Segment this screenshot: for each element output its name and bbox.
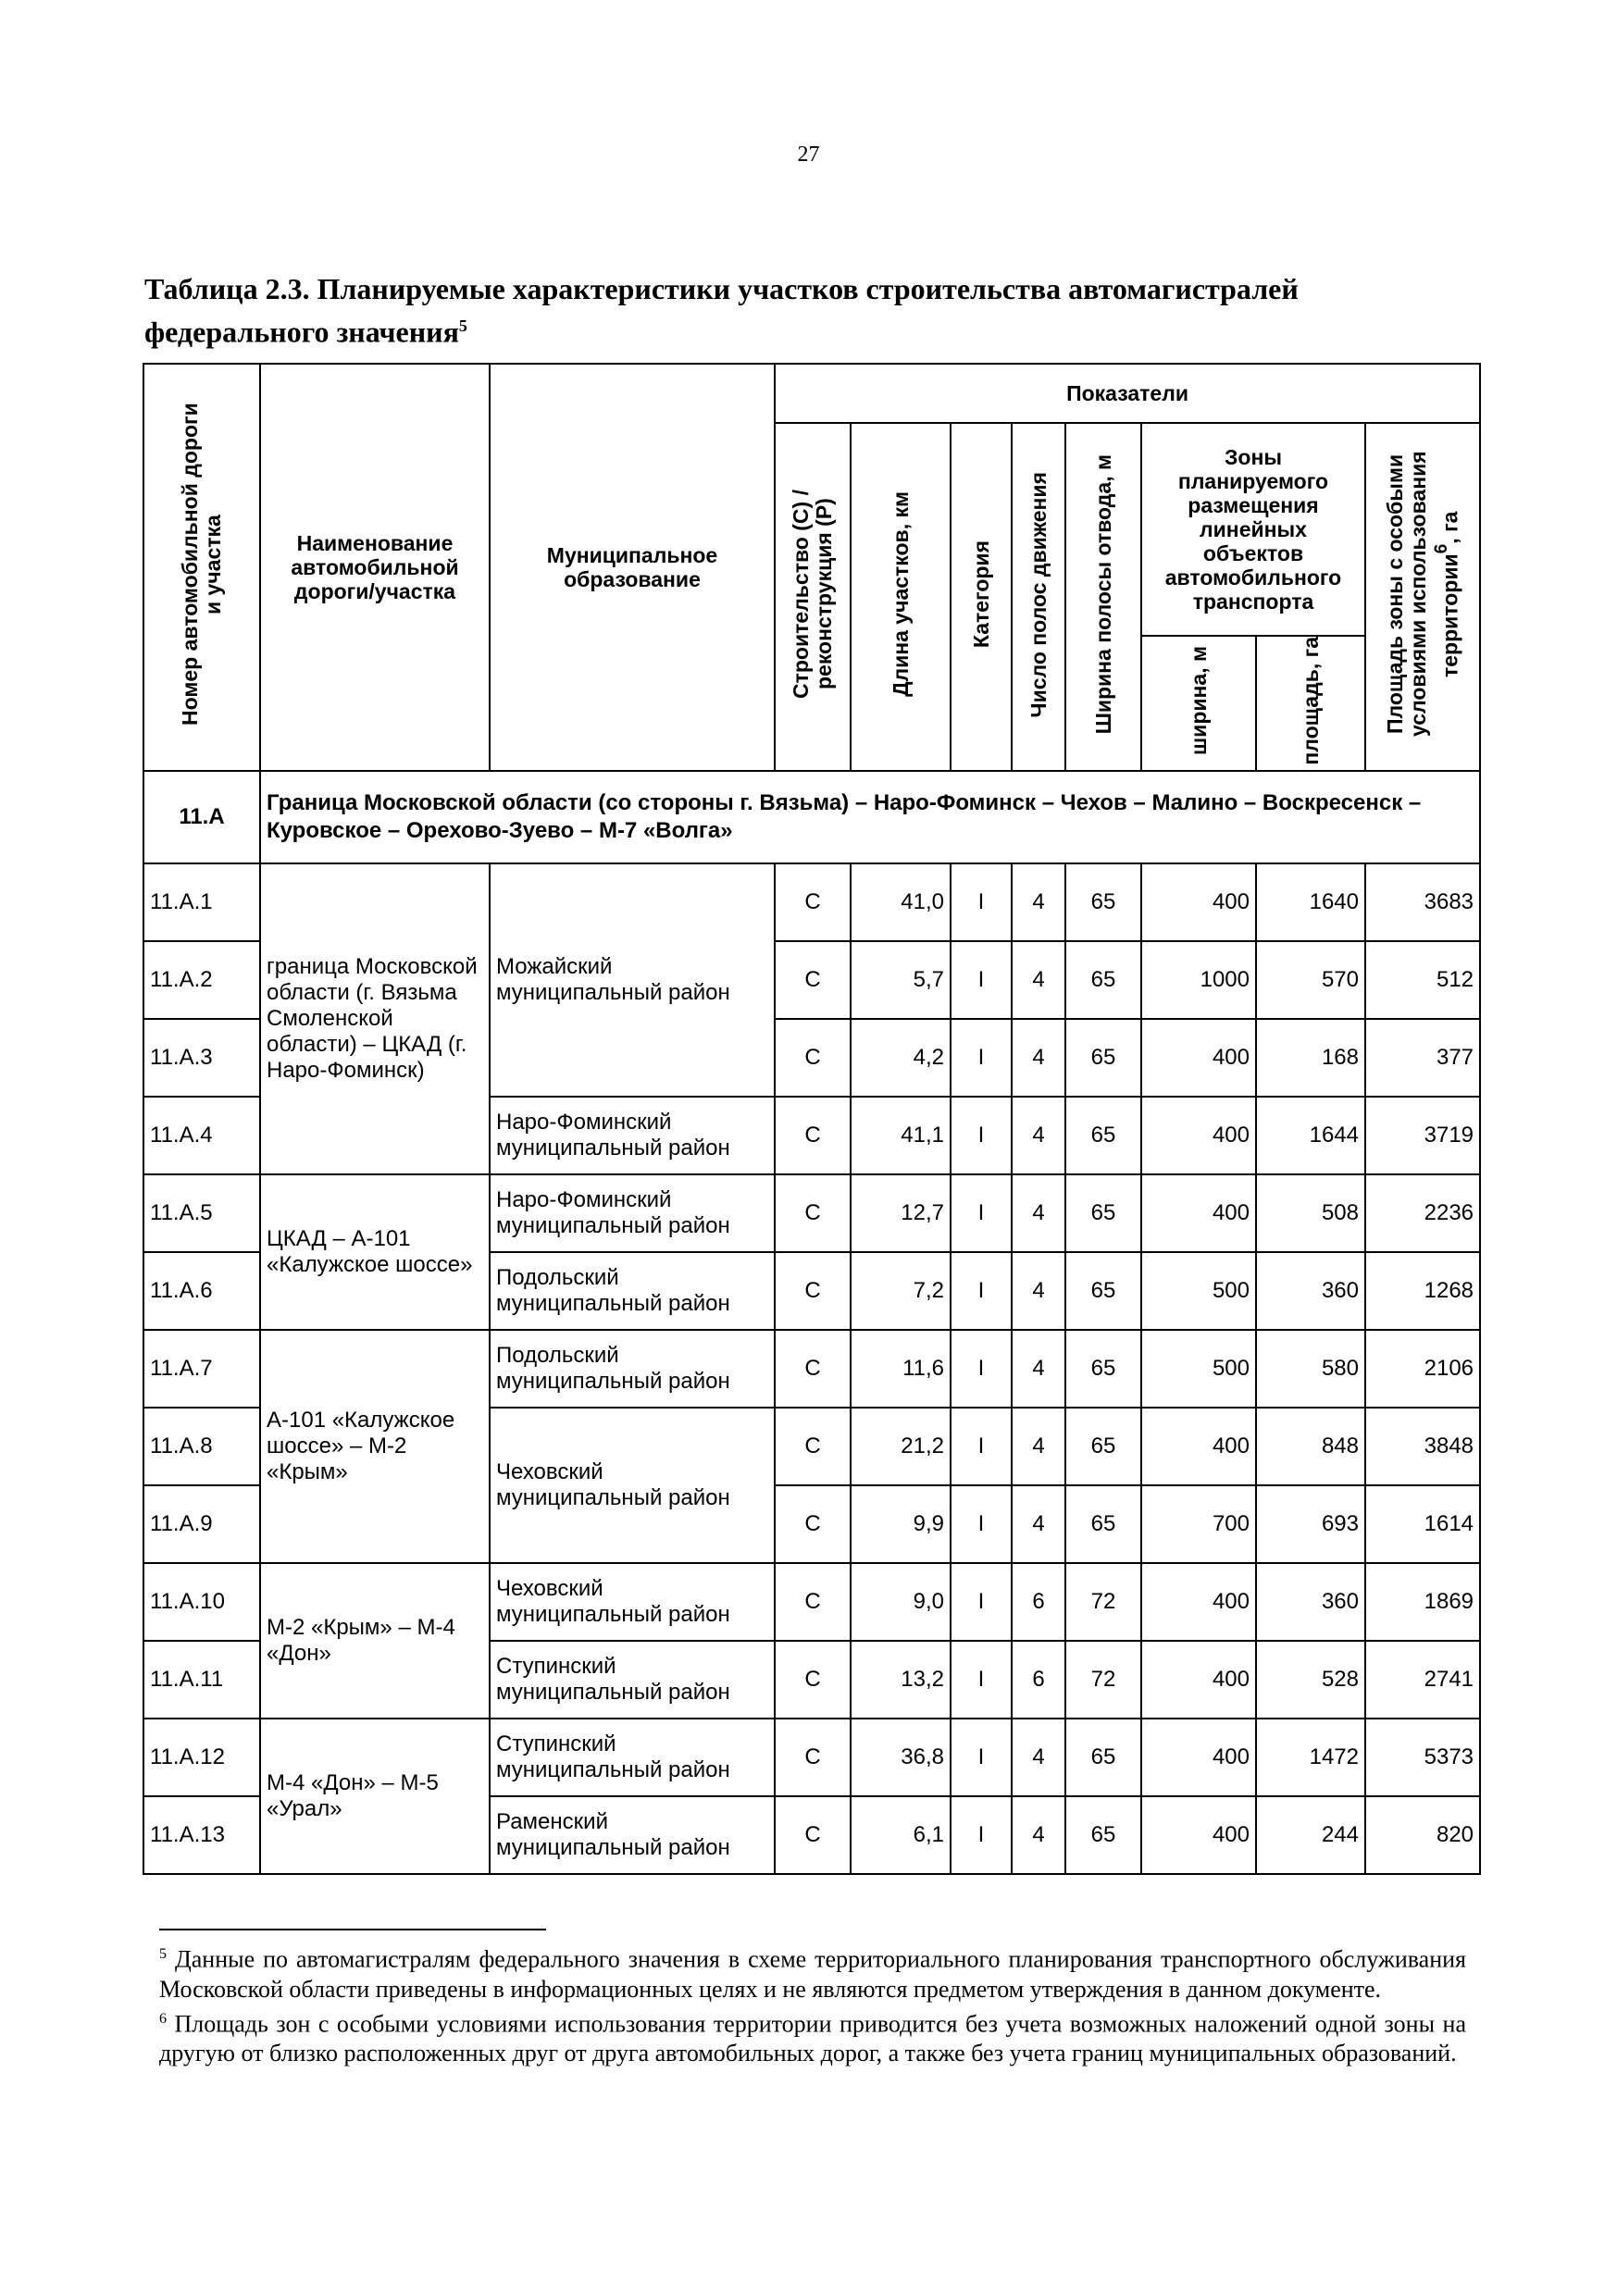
footnote-divider <box>159 1929 546 1930</box>
header-indicators: Показатели <box>775 364 1480 423</box>
cell-type: С <box>775 1408 851 1485</box>
cell-lanes: 4 <box>1012 1719 1065 1796</box>
cell-zone-width: 400 <box>1141 1408 1256 1485</box>
muni-name: Раменский муниципальный район <box>490 1796 775 1874</box>
road-name: А-101 «Калужское шоссе» – М-2 «Крым» <box>260 1330 490 1563</box>
cell-zone-width: 400 <box>1141 1796 1256 1874</box>
cell-zone-width: 700 <box>1141 1485 1256 1563</box>
cell-category: I <box>951 1174 1012 1252</box>
cell-type: С <box>775 1252 851 1330</box>
cell-length: 12,7 <box>851 1174 951 1252</box>
cell-zone-area: 570 <box>1256 941 1365 1019</box>
footnote-6: $^6$ Площадь зон с особыми условиями использования территории приводится без учета возможных наложений одной зоны на другую от близко расположенных друг от друга автомобильных дорог, а также без учета границ муниципальных образований. <box>159 2010 1466 2067</box>
table-row <box>143 1330 1480 1408</box>
header-row-width: Ширина полосы отвода, м <box>1065 423 1141 771</box>
cell-special-area: 2236 <box>1365 1174 1480 1252</box>
row-id: 11.А.4 <box>143 1097 260 1174</box>
cell-zone-area: 360 <box>1256 1563 1365 1641</box>
cell-row-width: 65 <box>1065 1097 1141 1174</box>
cell-category: I <box>951 1019 1012 1097</box>
cell-length: 5,7 <box>851 941 951 1019</box>
cell-zone-area: 848 <box>1256 1408 1365 1485</box>
table-row <box>143 1174 1480 1252</box>
cell-row-width: 65 <box>1065 941 1141 1019</box>
cell-category: I <box>951 1252 1012 1330</box>
row-id: 11.А.7 <box>143 1330 260 1408</box>
highway-characteristics-table <box>143 363 1481 1875</box>
cell-zone-width: 400 <box>1141 1097 1256 1174</box>
cell-type: С <box>775 863 851 941</box>
row-id: 11.А.1 <box>143 863 260 941</box>
cell-zone-width: 400 <box>1141 863 1256 941</box>
header-zones: Зоны планируемого размещения линейных объектов автомобильного транспорта <box>1141 423 1365 636</box>
cell-lanes: 4 <box>1012 1485 1065 1563</box>
cell-row-width: 65 <box>1065 863 1141 941</box>
cell-category: I <box>951 1330 1012 1408</box>
cell-zone-area: 168 <box>1256 1019 1365 1097</box>
cell-category: I <box>951 1563 1012 1641</box>
cell-special-area: 2106 <box>1365 1330 1480 1408</box>
cell-special-area: 377 <box>1365 1019 1480 1097</box>
row-id: 11.А.6 <box>143 1252 260 1330</box>
header-zone-area: площадь, га <box>1256 636 1365 771</box>
table-row <box>143 1719 1480 1796</box>
row-id: 11.А.5 <box>143 1174 260 1252</box>
cell-zone-area: 1472 <box>1256 1719 1365 1796</box>
cell-type: С <box>775 1485 851 1563</box>
cell-length: 6,1 <box>851 1796 951 1874</box>
cell-type: С <box>775 1330 851 1408</box>
cell-length: 11,6 <box>851 1330 951 1408</box>
cell-lanes: 4 <box>1012 941 1065 1019</box>
cell-type: С <box>775 1174 851 1252</box>
cell-category: I <box>951 863 1012 941</box>
road-name: М-4 «Дон» – М-5 «Урал» <box>260 1719 490 1874</box>
header-zone-width: ширина, м <box>1141 636 1256 771</box>
table-row <box>143 1563 1480 1641</box>
header-id: Номер автомобильной дороги и участка <box>143 364 260 771</box>
cell-special-area: 2741 <box>1365 1641 1480 1719</box>
cell-type: С <box>775 1097 851 1174</box>
cell-lanes: 4 <box>1012 863 1065 941</box>
cell-type: С <box>775 941 851 1019</box>
muni-name: Ступинский муниципальный район <box>490 1641 775 1719</box>
cell-special-area: 3848 <box>1365 1408 1480 1485</box>
cell-zone-area: 508 <box>1256 1174 1365 1252</box>
cell-special-area: 512 <box>1365 941 1480 1019</box>
cell-lanes: 4 <box>1012 1174 1065 1252</box>
cell-special-area: 820 <box>1365 1796 1480 1874</box>
cell-special-area: 3683 <box>1365 863 1480 941</box>
muni-name: Подольский муниципальный район <box>490 1330 775 1408</box>
row-id: 11.А.10 <box>143 1563 260 1641</box>
page-number: 27 <box>797 143 820 167</box>
road-name: М-2 «Крым» – М-4 «Дон» <box>260 1563 490 1719</box>
cell-zone-width: 400 <box>1141 1641 1256 1719</box>
cell-special-area: 1614 <box>1365 1485 1480 1563</box>
cell-zone-area: 528 <box>1256 1641 1365 1719</box>
cell-special-area: 1268 <box>1365 1252 1480 1330</box>
cell-lanes: 6 <box>1012 1563 1065 1641</box>
cell-zone-width: 400 <box>1141 1019 1256 1097</box>
cell-length: 41,0 <box>851 863 951 941</box>
cell-row-width: 65 <box>1065 1174 1141 1252</box>
caption-footnote-ref: 5 <box>458 316 467 335</box>
caption-text: Таблица 2.3. Планируемые характеристики участков строительства автомагистралей федерального значения <box>144 272 1299 349</box>
cell-length: 7,2 <box>851 1252 951 1330</box>
table-caption <box>144 270 1477 351</box>
cell-lanes: 4 <box>1012 1330 1065 1408</box>
cell-row-width: 65 <box>1065 1408 1141 1485</box>
table-row <box>143 863 1480 941</box>
cell-row-width: 65 <box>1065 1330 1141 1408</box>
cell-zone-area: 360 <box>1256 1252 1365 1330</box>
cell-category: I <box>951 1097 1012 1174</box>
cell-type: С <box>775 1719 851 1796</box>
cell-zone-width: 400 <box>1141 1563 1256 1641</box>
cell-category: I <box>951 1641 1012 1719</box>
row-id: 11.А.3 <box>143 1019 260 1097</box>
cell-zone-width: 400 <box>1141 1719 1256 1796</box>
row-id: 11.А.8 <box>143 1408 260 1485</box>
header-category: Категория <box>951 423 1012 771</box>
cell-row-width: 65 <box>1065 1485 1141 1563</box>
cell-lanes: 4 <box>1012 1796 1065 1874</box>
muni-name: Чеховский муниципальный район <box>490 1563 775 1641</box>
cell-zone-width: 500 <box>1141 1252 1256 1330</box>
cell-row-width: 72 <box>1065 1641 1141 1719</box>
muni-name: Ступинский муниципальный район <box>490 1719 775 1796</box>
cell-lanes: 4 <box>1012 1097 1065 1174</box>
muni-name: Чеховский муниципальный район <box>490 1408 775 1563</box>
header-special-area: Площадь зоны с особыми условиями использования территории$^6$, га <box>1365 423 1480 771</box>
cell-zone-width: 500 <box>1141 1330 1256 1408</box>
cell-zone-width: 1000 <box>1141 941 1256 1019</box>
muni-name: Наро-Фоминский муниципальный район <box>490 1174 775 1252</box>
cell-zone-area: 580 <box>1256 1330 1365 1408</box>
header-length: Длина участков, км <box>851 423 951 771</box>
cell-lanes: 4 <box>1012 1408 1065 1485</box>
cell-row-width: 65 <box>1065 1719 1141 1796</box>
cell-zone-area: 693 <box>1256 1485 1365 1563</box>
cell-lanes: 4 <box>1012 1019 1065 1097</box>
cell-type: С <box>775 1796 851 1874</box>
row-id: 11.А.2 <box>143 941 260 1019</box>
row-id: 11.А.11 <box>143 1641 260 1719</box>
row-id: 11.А.12 <box>143 1719 260 1796</box>
cell-type: С <box>775 1563 851 1641</box>
road-name: граница Московской области (г. Вязьма Смоленской области) – ЦКАД (г. Наро-Фоминск) <box>260 863 490 1174</box>
road-name: ЦКАД – А-101 «Калужское шоссе» <box>260 1174 490 1330</box>
cell-row-width: 72 <box>1065 1563 1141 1641</box>
cell-special-area: 1869 <box>1365 1563 1480 1641</box>
footnote-5: $^5$ Данные по автомагистралям федерального значения в схеме территориального планирования транспортного обслуживания Московской области приведены в информационных целях и не являются предметом утверждения в данном документе. <box>159 1945 1467 2003</box>
cell-row-width: 65 <box>1065 1019 1141 1097</box>
cell-lanes: 6 <box>1012 1641 1065 1719</box>
cell-length: 41,1 <box>851 1097 951 1174</box>
header-road: Наименование автомобильной дороги/участка <box>260 364 490 771</box>
cell-zone-area: 1640 <box>1256 863 1365 941</box>
header-lanes: Число полос движения <box>1012 423 1065 771</box>
section-id: 11.А <box>143 771 260 863</box>
cell-special-area: 3719 <box>1365 1097 1480 1174</box>
cell-category: I <box>951 1796 1012 1874</box>
cell-length: 9,0 <box>851 1563 951 1641</box>
row-id: 11.А.9 <box>143 1485 260 1563</box>
cell-length: 9,9 <box>851 1485 951 1563</box>
cell-length: 36,8 <box>851 1719 951 1796</box>
cell-lanes: 4 <box>1012 1252 1065 1330</box>
footnotes <box>159 1940 1466 2068</box>
cell-zone-area: 244 <box>1256 1796 1365 1874</box>
cell-category: I <box>951 1485 1012 1563</box>
header-muni: Муниципальное образование <box>490 364 775 771</box>
cell-category: I <box>951 1408 1012 1485</box>
cell-category: I <box>951 1719 1012 1796</box>
cell-zone-area: 1644 <box>1256 1097 1365 1174</box>
cell-special-area: 5373 <box>1365 1719 1480 1796</box>
muni-name: Наро-Фоминский муниципальный район <box>490 1097 775 1174</box>
cell-category: I <box>951 941 1012 1019</box>
cell-row-width: 65 <box>1065 1796 1141 1874</box>
muni-name: Можайский муниципальный район <box>490 863 775 1097</box>
cell-type: С <box>775 1019 851 1097</box>
section-row <box>143 771 1480 863</box>
cell-length: 21,2 <box>851 1408 951 1485</box>
section-title: Граница Московской области (со стороны г. Вязьма) – Наро-Фоминск – Чехов – Малино – Воскресенск – Куровское – Орехово-Зуево – М-7 «Волга» <box>260 771 1480 863</box>
row-id: 11.А.13 <box>143 1796 260 1874</box>
cell-zone-width: 400 <box>1141 1174 1256 1252</box>
cell-row-width: 65 <box>1065 1252 1141 1330</box>
header-type: Строительство (С) / реконструкция (Р) <box>775 423 851 771</box>
cell-length: 13,2 <box>851 1641 951 1719</box>
muni-name: Подольский муниципальный район <box>490 1252 775 1330</box>
cell-type: С <box>775 1641 851 1719</box>
cell-length: 4,2 <box>851 1019 951 1097</box>
